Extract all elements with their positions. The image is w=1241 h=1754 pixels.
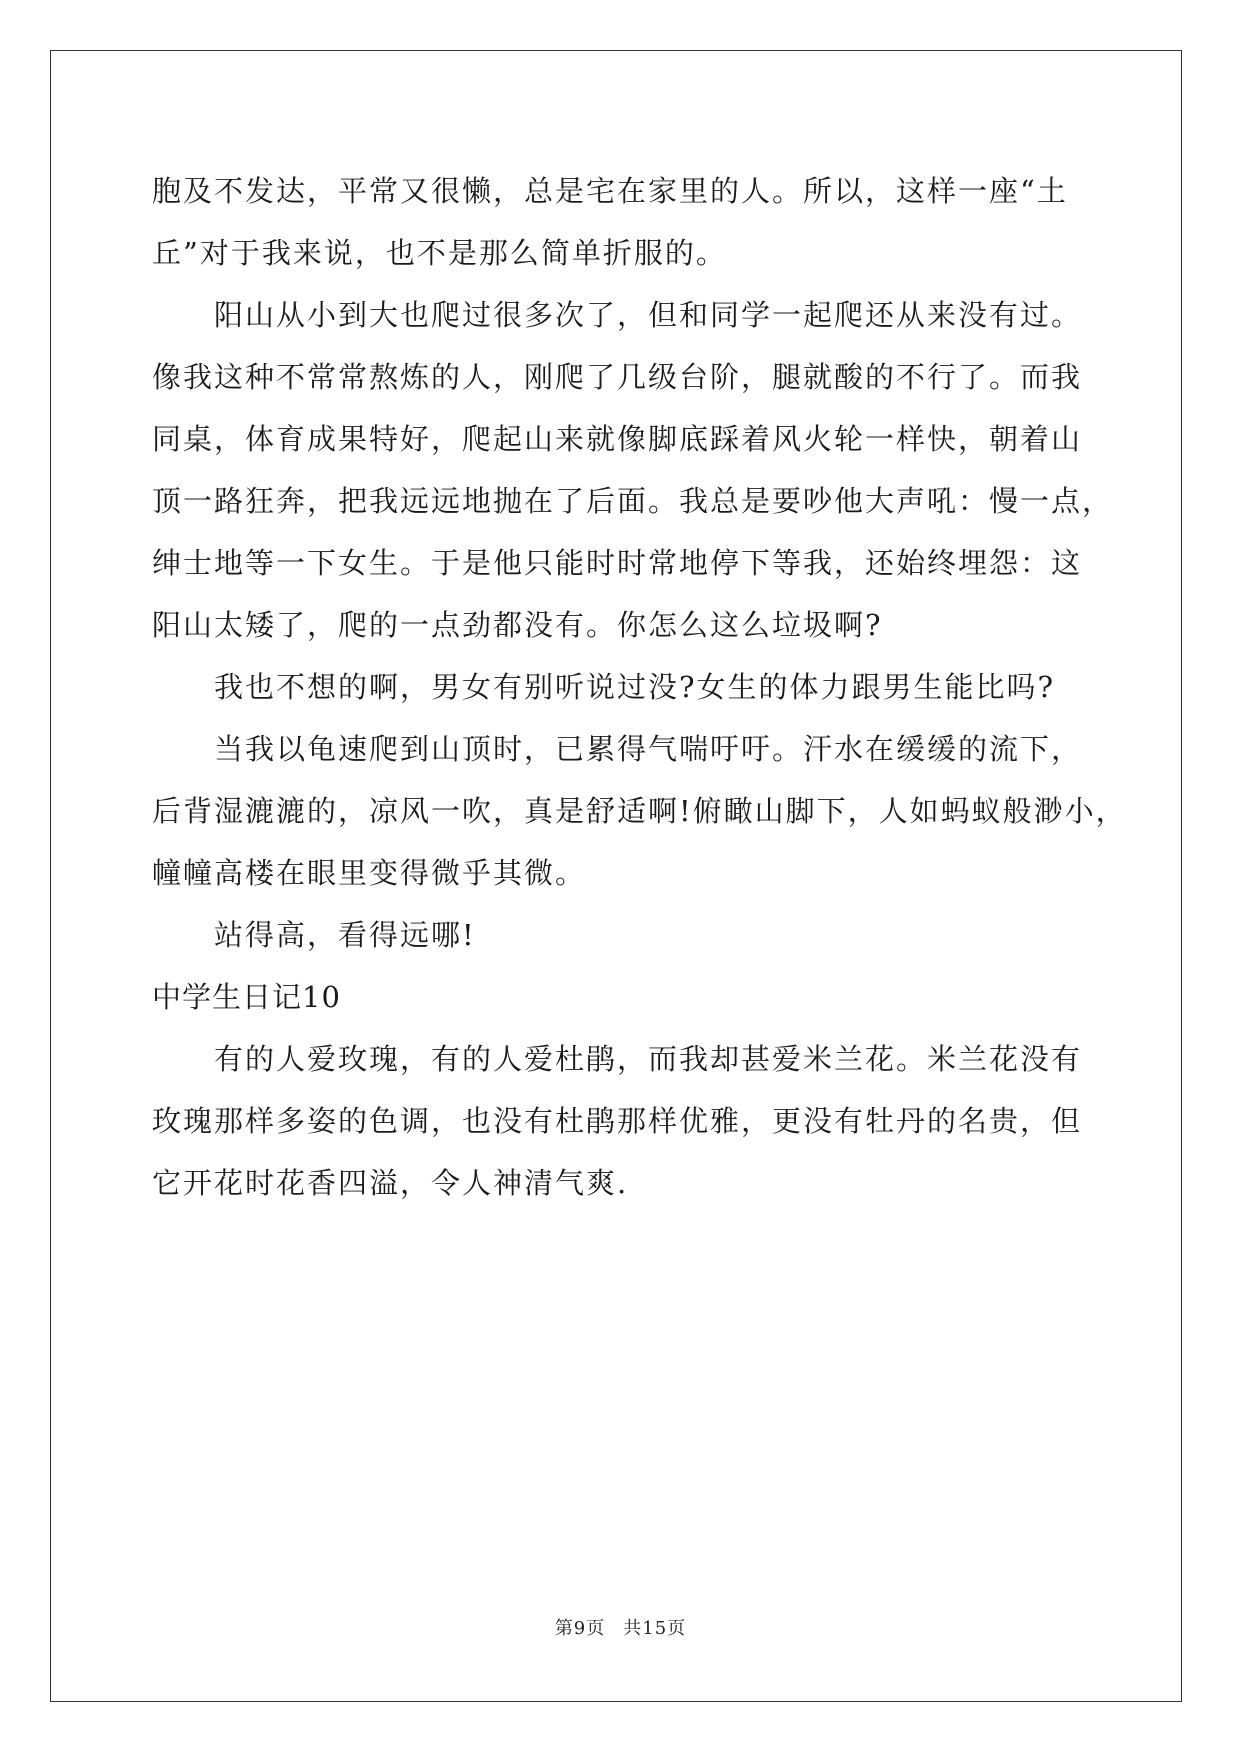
section-heading: 中学生日记10 [152, 980, 341, 1014]
text-line: 后背湿漉漉的，凉风一吹，真是舒适啊!俯瞰山脚下，人如蚂蚁般渺小， [152, 794, 1127, 828]
page-footer [0, 1614, 1241, 1640]
paragraph-4 [152, 718, 1127, 904]
text-line: 胞及不发达，平常又很懒，总是宅在家里的人。所以，这样一座“土 [152, 174, 1068, 208]
text-line: 有的人爱玫瑰，有的人爱杜鹃，而我却甚爱米兰花。米兰花没有 [214, 1042, 1083, 1076]
text-line: 阳山从小到大也爬过很多次了，但和同学一起爬还从来没有过。 [214, 298, 1083, 332]
text-line: 它开花时花香四溢，令人神清气爽. [152, 1166, 629, 1200]
paragraph-3 [152, 656, 1092, 718]
text-line: 顶一路狂奔，把我远远地抛在了后面。我总是要吵他大声吼：慢一点， [152, 484, 1114, 518]
text-line: 同桌，体育成果特好，爬起山来就像脚底踩着风火轮一样快，朝着山 [152, 422, 1083, 456]
text-line: 丘”对于我来说，也不是那么简单折服的。 [152, 236, 727, 270]
text-line: 玫瑰那样多姿的色调，也没有杜鹃那样优雅，更没有牡丹的名贵，但 [152, 1104, 1083, 1138]
paragraph-2 [152, 284, 1114, 656]
page-number: 第9页 [554, 1618, 606, 1639]
paragraph-6 [152, 1028, 1092, 1214]
paragraph-5 [152, 904, 1092, 966]
text-line: 像我这种不常常熬炼的人，刚爬了几级台阶，腿就酸的不行了。而我 [152, 360, 1083, 394]
text-line: 我也不想的啊，男女有别听说过没?女生的体力跟男生能比吗? [214, 670, 1056, 704]
text-line: 绅士地等一下女生。于是他只能时时常地停下等我，还始终埋怨：这 [152, 546, 1083, 580]
page-total: 共15页 [623, 1618, 687, 1639]
document-body [152, 160, 1127, 1214]
text-line: 幢幢高楼在眼里变得微乎其微。 [152, 856, 587, 890]
paragraph-1 [152, 160, 1092, 284]
text-line: 站得高，看得远哪! [214, 918, 476, 952]
text-line: 当我以龟速爬到山顶时，已累得气喘吁吁。汗水在缓缓的流下， [214, 732, 1083, 766]
text-line: 阳山太矮了，爬的一点劲都没有。你怎么这么垃圾啊? [152, 608, 883, 642]
